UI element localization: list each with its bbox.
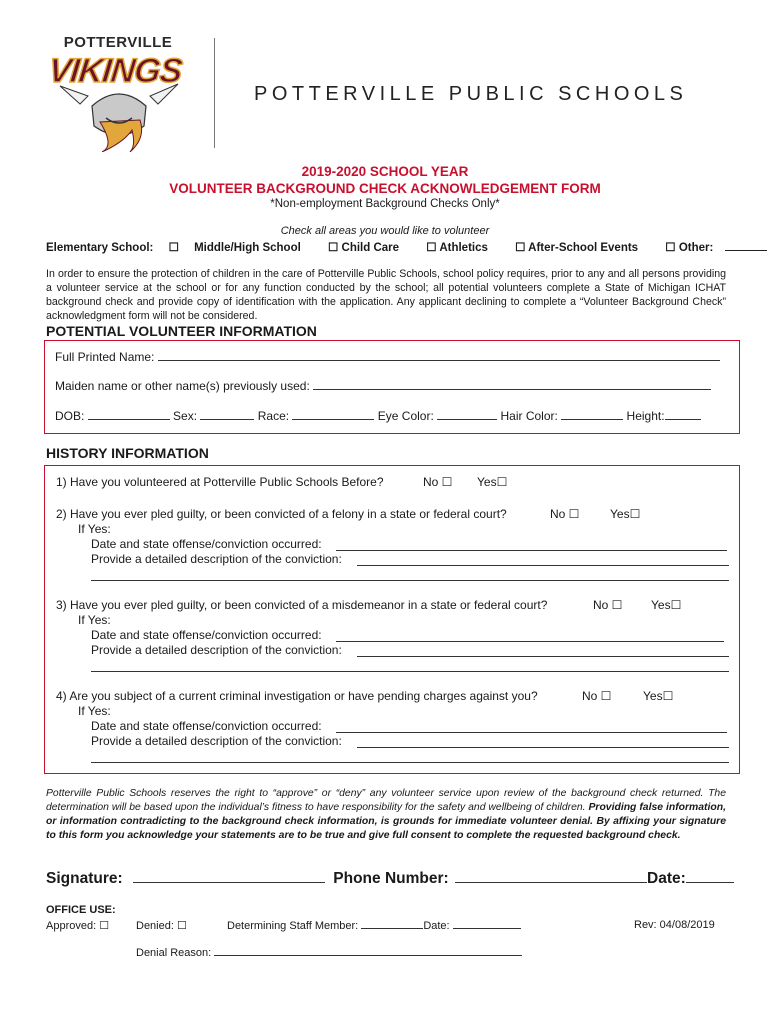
maiden-name-field[interactable] — [313, 379, 711, 390]
logo-main-text: VIKINGS — [46, 52, 184, 90]
q2-description-label: Provide a detailed description of the conviction: — [91, 552, 342, 566]
q3-yes-checkbox[interactable]: Yes☐ — [651, 598, 682, 612]
school-name: POTTERVILLE PUBLIC SCHOOLS — [254, 83, 688, 105]
q1-no-checkbox[interactable]: No ☐ — [423, 475, 453, 489]
approved-checkbox[interactable]: Approved: ☐ — [46, 920, 110, 932]
form-subtitle: *Non-employment Background Checks Only* — [270, 198, 500, 210]
history-box — [44, 465, 740, 774]
sex-field[interactable] — [200, 409, 254, 420]
logo-top-text: POTTERVILLE — [63, 34, 173, 51]
q3-description-field[interactable] — [357, 656, 729, 657]
question-2: 2) Have you ever pled guilty, or been convicted of a felony in a state or federal court? — [56, 507, 507, 521]
phone-field[interactable] — [455, 868, 647, 883]
form-title: VOLUNTEER BACKGROUND CHECK ACKNOWLEDGEMENT FORM — [169, 181, 601, 196]
denial-reason-row: Denial Reason: — [136, 946, 522, 959]
q3-date-state-field[interactable] — [336, 641, 724, 642]
q2-no-checkbox[interactable]: No ☐ — [550, 507, 580, 521]
q4-description-label: Provide a detailed description of the conviction: — [91, 734, 342, 748]
office-date-field[interactable] — [453, 919, 521, 929]
header-divider — [214, 38, 215, 148]
office-use-heading: OFFICE USE: — [46, 904, 116, 916]
full-name-field[interactable] — [158, 350, 720, 361]
maiden-name-row: Maiden name or other name(s) previously used: — [55, 379, 711, 393]
q2-if-yes: If Yes: — [78, 522, 111, 536]
q2-description-field[interactable] — [357, 565, 729, 566]
volunteer-areas-note: Check all areas you would like to volunteer — [280, 225, 490, 237]
q1-yes-checkbox[interactable]: Yes☐ — [477, 475, 508, 489]
q4-description-field[interactable] — [357, 747, 729, 748]
volunteer-info-box — [44, 340, 740, 434]
q4-yes-checkbox[interactable]: Yes☐ — [643, 689, 674, 703]
disclaimer-paragraph: Potterville Public Schools reserves the right to “approve” or “deny” any volunteer service upon review of the background check returned. The determination will be based upon the individual’s fitness to have responsibility for the safety and wellbeing of children. Providing false information, or information contradicting to the background check information, is grounds for immediate volunteer denial. By affixing your signature to this form you acknowledge your statements are to be true and give full consent to complete the requested background check. — [46, 788, 726, 841]
denied-checkbox[interactable]: Denied: ☐ — [136, 920, 187, 932]
area-elementary[interactable]: Elementary School: ☐ — [46, 242, 179, 254]
q3-if-yes: If Yes: — [78, 613, 111, 627]
signature-row: Signature: Phone Number: Date: — [46, 868, 734, 888]
full-name-row: Full Printed Name: — [55, 350, 720, 364]
other-fill-line[interactable] — [725, 241, 767, 251]
area-other[interactable]: ☐ Other: — [665, 242, 767, 254]
revision-date: Rev: 04/08/2019 — [634, 919, 715, 931]
personal-details-row: DOB: Sex: Race: Eye Color: Hair Color: Height: — [55, 409, 701, 423]
area-after-school[interactable]: ☐ After-School Events — [515, 242, 639, 254]
q2-yes-checkbox[interactable]: Yes☐ — [610, 507, 641, 521]
area-middle-high[interactable]: Middle/High School — [194, 242, 301, 254]
q3-date-state-label: Date and state offense/conviction occurred: — [91, 628, 322, 642]
question-3: 3) Have you ever pled guilty, or been convicted of a misdemeanor in a state or federal court? — [56, 598, 548, 612]
staff-member-field[interactable] — [361, 919, 423, 929]
q2-date-state-label: Date and state offense/conviction occurred: — [91, 537, 322, 551]
q4-if-yes: If Yes: — [78, 704, 111, 718]
staff-member-row: Determining Staff Member: Date: — [227, 919, 521, 932]
intro-paragraph: In order to ensure the protection of children in the care of Potterville Public Schools, school policy requires, prior to any and all persons providing a volunteer service at the school or for any function conducted by the school; all potential volunteers complete a State of Michigan ICHAT background check and provide copy of identification with the application. Any applicant declining to complete a “Volunteer Background Check” acknowledgment form will not be considered. — [46, 268, 726, 322]
hair-color-field[interactable] — [561, 409, 623, 420]
race-field[interactable] — [292, 409, 374, 420]
denial-reason-field[interactable] — [214, 946, 522, 956]
dob-field[interactable] — [88, 409, 170, 420]
signature-field[interactable] — [133, 868, 325, 883]
height-field[interactable] — [665, 409, 701, 420]
volunteer-info-heading: POTENTIAL VOLUNTEER INFORMATION — [46, 323, 317, 339]
question-4: 4) Are you subject of a current criminal investigation or have pending charges against you? — [56, 689, 538, 703]
history-heading: HISTORY INFORMATION — [46, 445, 209, 461]
question-1: 1) Have you volunteered at Potterville Public Schools Before? — [56, 475, 384, 489]
q4-date-state-field[interactable] — [336, 732, 727, 733]
q3-description-field-2[interactable] — [91, 671, 729, 672]
q4-no-checkbox[interactable]: No ☐ — [582, 689, 612, 703]
school-year-title: 2019-2020 SCHOOL YEAR — [301, 164, 469, 179]
q4-description-field-2[interactable] — [91, 762, 729, 763]
q2-description-field-2[interactable] — [91, 580, 729, 581]
q3-no-checkbox[interactable]: No ☐ — [593, 598, 623, 612]
q3-description-label: Provide a detailed description of the conviction: — [91, 643, 342, 657]
eye-color-field[interactable] — [437, 409, 497, 420]
date-field[interactable] — [686, 868, 734, 883]
volunteer-areas — [46, 240, 770, 254]
area-child-care[interactable]: ☐ Child Care — [328, 242, 400, 254]
q4-date-state-label: Date and state offense/conviction occurred: — [91, 719, 322, 733]
q2-date-state-field[interactable] — [336, 550, 727, 551]
area-athletics[interactable]: ☐ Athletics — [426, 242, 488, 254]
